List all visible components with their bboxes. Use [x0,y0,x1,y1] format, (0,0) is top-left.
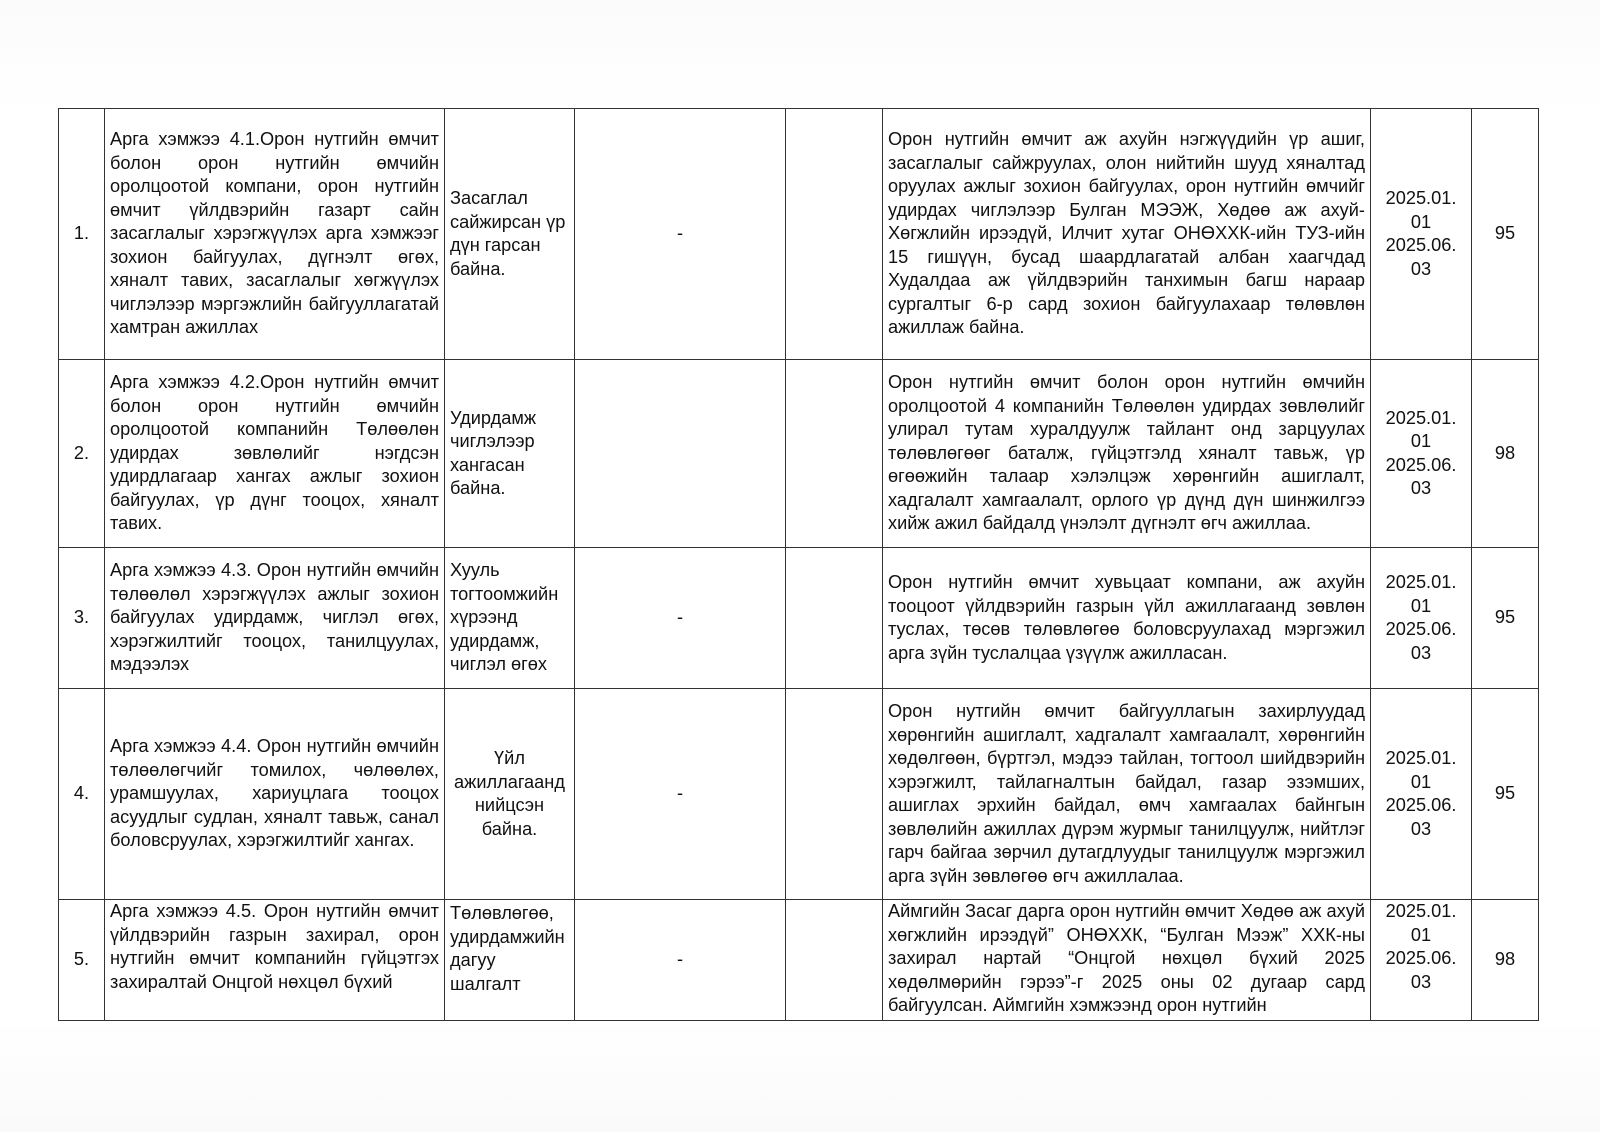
row-number: 1. [59,109,105,360]
date-start-year-month: 2025.01. [1385,901,1457,921]
expected-result: Хууль тогтоомжийн хүрээнд удирдамж, чиглэл өгөх [445,548,575,689]
date-start-day: 01 [1410,924,1432,945]
date-range [1371,360,1472,548]
table-row [59,109,1539,360]
implementation-report: Аймгийн Засаг дарга орон нутгийн өмчит Хөдөө аж ахуй хөгжлийн ирээдүй” ОНӨХХК, “Булган Мээж” ХХК-ны захирал нартай “Онцгой нөхцөл бүхий 2025 хөдөлмөрийн гэрээ”-г 2025 оны 02 дугаар сард байгуулсан. Аймгийн хэмжээнд орон нутгийн [883,900,1371,1021]
expected-result: Төлөвлөгөө, удирдамжийн дагуу шалгалт [445,900,575,1021]
date-end-day: 03 [1410,478,1432,498]
date-end-day: 03 [1410,258,1432,279]
budget-cell: - [575,548,786,689]
table-row [59,548,1539,689]
date-start-day: 01 [1410,431,1432,451]
expected-result: Засаглал сайжирсан үр дүн гарсан байна. [445,109,575,360]
empty-cell [786,548,883,689]
expected-result: Үйл ажиллагаанд нийцсэн байна. [445,689,575,900]
date-start-day: 01 [1410,595,1432,616]
score: 95 [1472,689,1539,900]
implementation-report: Орон нутгийн өмчит хувьцаат компани, аж ахуйн тооцоот үйлдвэрийн газрын үйл ажиллагаанд зөвлөн туслах, төсөв төлөвлөгөө боловсруулахад мэргэжил арга зүйн туслалцаа үзүүлж ажилласан. [883,548,1371,689]
score: 95 [1472,109,1539,360]
empty-cell [786,900,883,1021]
date-end-day: 03 [1410,818,1432,839]
row-number: 2. [59,360,105,548]
date-range [1371,900,1472,1021]
table-row [59,689,1539,900]
measure-description: Арга хэмжээ 4.5. Орон нутгийн өмчит үйлдвэрийн газрын захирал, орон нутгийн өмчит компанийн гүйцэтгэх захиралтай Онцгой нөхцөл бүхий [105,900,445,1021]
row-number: 3. [59,548,105,689]
date-range [1371,689,1472,900]
implementation-report: Орон нутгийн өмчит аж ахуйн нэгжүүдийн үр ашиг, засаглалыг сайжруулах, олон нийтийн шууд хяналтад оруулах ажлыг зохион байгуулах, орон нутгийн өмчийг удирдах чиглэлээр Булган МЭЭЖ, Хөдөө аж ахуй-Хөгжлийн ирээдүй, Илчит хутаг ОНӨХХК-ийн ТУЗ-ийн 15 гишүүн, бусад шаардлагатай албан хаагчдад Худалдаа аж үйлдвэрийн танхимын багш нараар сургалтыг 6-р сард зохион байгуулахаар төлөвлөн ажиллаж байна. [883,109,1371,360]
date-start-day: 01 [1410,211,1432,232]
table-row [59,360,1539,548]
date-start-day: 01 [1410,771,1432,792]
date-end-day: 03 [1410,971,1432,992]
score: 98 [1472,360,1539,548]
implementation-report: Орон нутгийн өмчит болон орон нутгийн өмчийн оролцоотой 4 компанийн Төлөөлөн удирдах зөвлөлийг улирал тутам хуралдуулж тайлант онд зарцуулах төлөвлөгөөг баталж, гүйцэтгэлд хяналт тавьж, үр өгөөжийн талаар хэлэлцэж хөрөнгийн ашиглалт, хадгалалт хамгаалалт, орлого үр дүнд дүн шинжилгээ хийж ажил байдалд үнэлэлт дүгнэлт өгч ажиллаа. [883,360,1371,548]
date-end-year-month: 2025.06. [1385,948,1457,968]
measure-description: Арга хэмжээ 4.3. Орон нутгийн өмчийн төлөөлөл хэрэгжүүлэх ажлыг зохион байгуулах удирдамж, чиглэл өгөх, хэрэгжилтийг тооцох, танилцуулах, мэдээлэх [105,548,445,689]
date-end-year-month: 2025.06. [1385,454,1457,475]
budget-cell: - [575,900,786,1021]
empty-cell [786,360,883,548]
measure-description: Арга хэмжээ 4.4. Орон нутгийн өмчийн төлөөлөгчийг томилох, чөлөөлөх, урамшуулах, хариуцлага тооцох асуудлыг судлан, хяналт тавьж, санал боловсруулах, хэрэгжилтийг хангах. [105,689,445,900]
date-end-day: 03 [1410,642,1432,663]
row-number: 4. [59,689,105,900]
table-row [59,900,1539,1021]
measure-description: Арга хэмжээ 4.1.Орон нутгийн өмчит болон орон нутгийн өмчийн оролцоотой компани, орон нутгийн өмчит үйлдвэрийн газарт сайн засаглалыг хэрэгжүүлэх арга хэмжээг зохион байгуулах, дүгнэлт өгөх, хяналт тавих, засаглалыг хөгжүүлэх чиглэлээр мэргэжлийн байгууллагатай хамтран ажиллах [105,109,445,360]
row-number: 5. [59,900,105,1021]
budget-cell: - [575,689,786,900]
empty-cell [786,109,883,360]
measure-description: Арга хэмжээ 4.2.Орон нутгийн өмчит болон орон нутгийн өмчийн оролцоотой компанийн Төлөөлөн удирдах зөвлөлийг нэгдсэн удирдлагаар хангах ажлыг зохион байгуулах, үр дүнг тооцох, хяналт тавих. [105,360,445,548]
date-start-year-month: 2025.01. [1385,407,1457,428]
date-start-year-month: 2025.01. [1385,188,1457,208]
score: 95 [1472,548,1539,689]
date-range [1371,548,1472,689]
budget-cell: - [575,109,786,360]
empty-cell [786,689,883,900]
date-range [1371,109,1472,360]
date-end-year-month: 2025.06. [1385,235,1457,255]
date-start-year-month: 2025.01. [1385,748,1457,768]
expected-result: Удирдамж чиглэлээр хангасан байна. [445,360,575,548]
budget-cell [575,360,786,548]
date-start-year-month: 2025.01. [1385,572,1457,592]
score: 98 [1472,900,1539,1021]
measures-report-table [58,108,1539,1021]
implementation-report: Орон нутгийн өмчит байгууллагын захирлуудад хөрөнгийн ашиглалт, хадгалалт хамгаалалт, хөрөнгийн хөдөлгөөн, бүртгэл, мэдээ тайлан, тогтоол шийдвэрийн хэрэгжилт, тайлагналтын байдал, газар эзэмших, ашиглах эрхийн байдал, өмч хамгаалах байнгын зөвлөлийн ажиллах дүрэм журмыг танилцуулж, нийтлэг гарч байгаа зөрчил дутагдлуудыг танилцуулж мэргэжил арга зүйн зөвлөгөө өгч ажиллалаа. [883,689,1371,900]
date-end-year-month: 2025.06. [1385,619,1457,639]
date-end-year-month: 2025.06. [1385,795,1457,815]
